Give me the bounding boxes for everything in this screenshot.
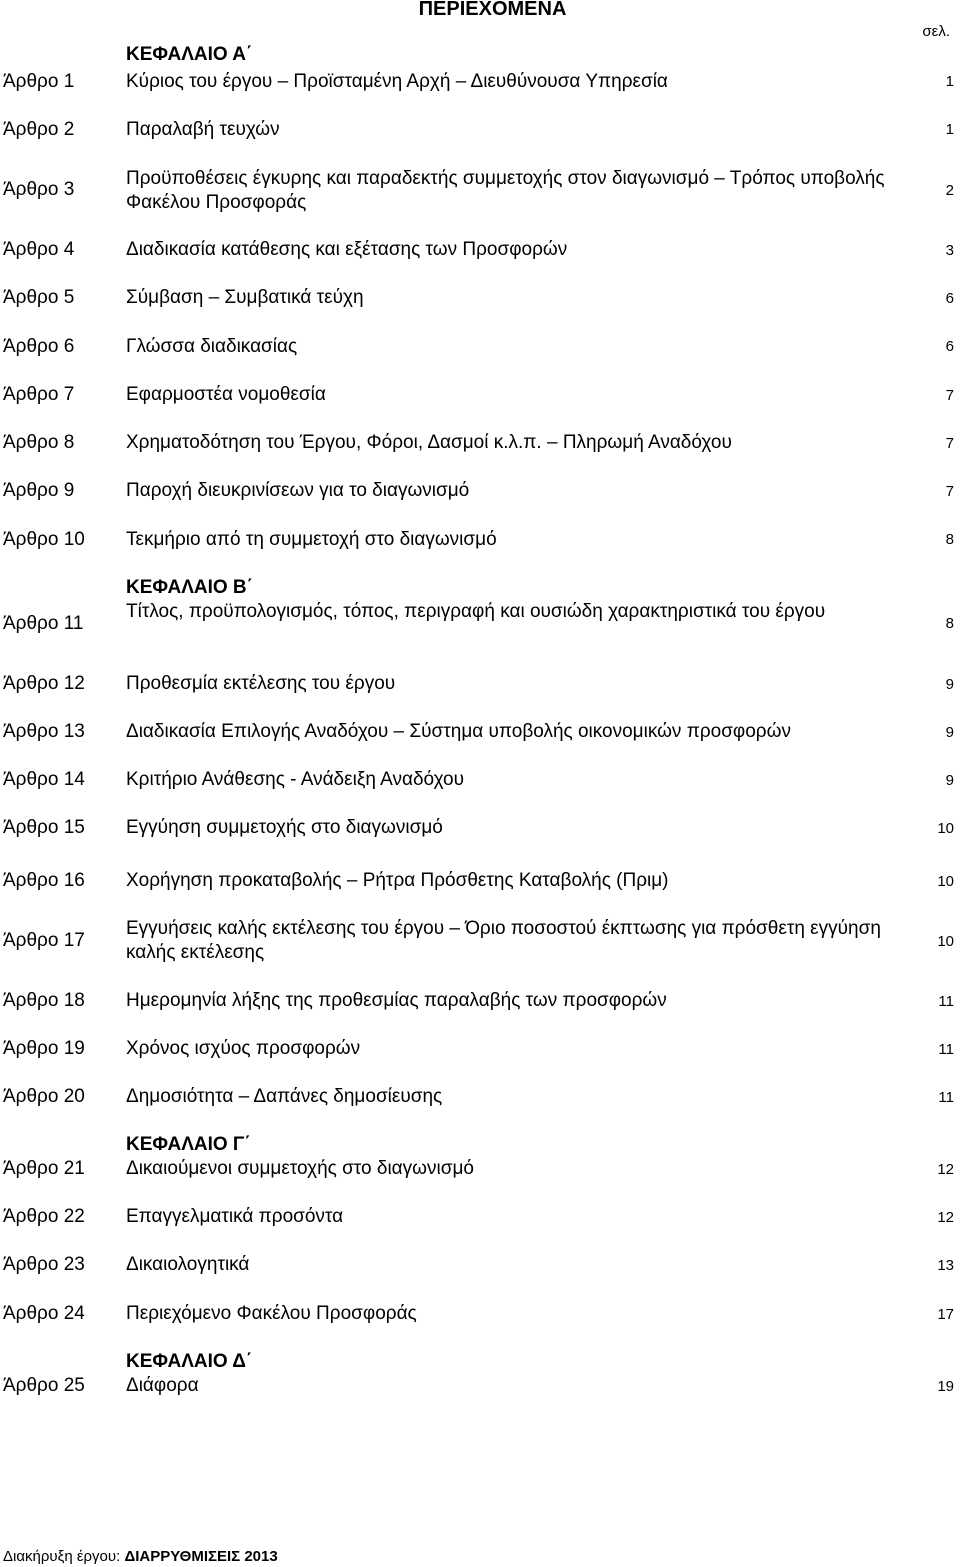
article-title: Τεκμήριο από τη συμμετοχή στο διαγωνισμό: [126, 529, 497, 550]
page-number: 19: [937, 1378, 954, 1395]
page-number: 10: [937, 873, 954, 890]
article-number: Άρθρο 5: [3, 287, 75, 308]
article-number: Άρθρο 3: [3, 179, 75, 200]
article-title: Χρηματοδότηση του Έργου, Φόροι, Δασμοί κ.λ.π. – Πληρωμή Αναδόχου: [126, 432, 732, 453]
page-number: 3: [945, 242, 954, 259]
page-number: 8: [945, 615, 954, 632]
article-title: Παροχή διευκρινίσεων για το διαγωνισμό: [126, 480, 470, 501]
article-number: Άρθρο 24: [3, 1303, 85, 1324]
page-number: 7: [945, 387, 954, 404]
article-number: Άρθρο 11: [3, 613, 84, 634]
article-number: Άρθρο 19: [3, 1038, 85, 1059]
chapter-heading: ΚΕΦΑΛΑΙΟ Δ΄: [126, 1351, 253, 1372]
chapter-heading: ΚΕΦΑΛΑΙΟ Α΄: [126, 44, 253, 65]
page-number: 11: [938, 993, 954, 1010]
page-number: 17: [937, 1306, 954, 1323]
chapter-heading: ΚΕΦΑΛΑΙΟ Γ΄: [126, 1134, 251, 1155]
page-number: 11: [938, 1041, 954, 1058]
article-number: Άρθρο 23: [3, 1254, 85, 1275]
article-number: Άρθρο 25: [3, 1375, 85, 1396]
article-number: Άρθρο 12: [3, 673, 85, 694]
article-title: Δημοσιότητα – Δαπάνες δημοσίευσης: [126, 1086, 443, 1107]
article-title: Τίτλος, προϋπολογισμός, τόπος, περιγραφή και ουσιώδη χαρακτηριστικά του έργου: [126, 601, 826, 622]
footer-project-name: ΔΙΑΡΡΥΘΜΙΣΕΙΣ 2013: [124, 1548, 278, 1565]
article-title: Χρόνος ισχύος προσφορών: [126, 1038, 361, 1059]
article-title: Εγγυήσεις καλής εκτέλεσης του έργου – Όριο ποσοστού έκπτωσης για πρόσθετη εγγύηση καλής εκτέλεσης: [126, 918, 881, 963]
page-number: 6: [945, 290, 954, 307]
article-title: Κύριος του έργου – Προϊσταμένη Αρχή – Διευθύνουσα Υπηρεσία: [126, 71, 668, 92]
page-number: 1: [945, 121, 954, 138]
article-number: Άρθρο 14: [3, 769, 85, 790]
article-number: Άρθρο 16: [3, 870, 85, 891]
article-number: Άρθρο 17: [3, 930, 85, 951]
article-title: Δικαιούμενοι συμμετοχής στο διαγωνισμό: [126, 1158, 474, 1179]
footer-label: Διακήρυξη έργου:: [3, 1548, 121, 1565]
page-number: 11: [938, 1089, 954, 1106]
article-title: Σύμβαση – Συμβατικά τεύχη: [126, 287, 364, 308]
article-title: Ημερομηνία λήξης της προθεσμίας παραλαβής των προσφορών: [126, 990, 667, 1011]
article-number: Άρθρο 8: [3, 432, 75, 453]
page-number: 2: [945, 182, 954, 199]
article-number: Άρθρο 7: [3, 384, 75, 405]
page-title: ΠΕΡΙΕΧΟΜΕΝΑ: [418, 0, 567, 20]
page-number: 1: [945, 73, 954, 90]
article-number: Άρθρο 18: [3, 990, 85, 1011]
article-number: Άρθρο 22: [3, 1206, 85, 1227]
page-number: 8: [945, 531, 954, 548]
article-number: Άρθρο 13: [3, 721, 85, 742]
article-title: Διαδικασία Επιλογής Αναδόχου – Σύστημα υποβολής οικονομικών προσφορών: [126, 721, 791, 742]
page-footer: [3, 1547, 278, 1567]
article-number: Άρθρο 15: [3, 817, 85, 838]
article-title: Διάφορα: [126, 1375, 199, 1396]
page-number: 6: [945, 338, 954, 355]
article-number: Άρθρο 2: [3, 119, 75, 140]
article-number: Άρθρο 20: [3, 1086, 85, 1107]
page-number: 12: [937, 1209, 954, 1226]
article-title: Χορήγηση προκαταβολής – Ρήτρα Πρόσθετης Καταβολής (Πριμ): [126, 870, 669, 891]
page-number: 10: [937, 820, 954, 837]
article-title: Εγγύηση συμμετοχής στο διαγωνισμό: [126, 817, 443, 838]
article-title: Εφαρμοστέα νομοθεσία: [126, 384, 326, 405]
article-title: Γλώσσα διαδικασίας: [126, 336, 298, 357]
page-number: 10: [937, 933, 954, 950]
article-number: Άρθρο 4: [3, 239, 75, 260]
article-number: Άρθρο 10: [3, 529, 85, 550]
page-number: 7: [945, 435, 954, 452]
article-title: Επαγγελματικά προσόντα: [126, 1206, 344, 1227]
page-number: 9: [945, 772, 954, 789]
page-column-label: σελ.: [922, 23, 950, 40]
article-number: Άρθρο 9: [3, 480, 75, 501]
article-title: Περιεχόμενο Φακέλου Προσφοράς: [126, 1303, 417, 1324]
article-title: Προϋποθέσεις έγκυρης και παραδεκτής συμμετοχής στον διαγωνισμό – Τρόπος υποβολής Φακέλου Προσφοράς: [126, 168, 885, 213]
article-number: Άρθρο 21: [3, 1158, 85, 1179]
article-title: Παραλαβή τευχών: [126, 119, 280, 140]
page-number: 9: [945, 724, 954, 741]
article-title: Διαδικασία κατάθεσης και εξέτασης των Προσφορών: [126, 239, 568, 260]
article-number: Άρθρο 6: [3, 336, 75, 357]
page-number: 12: [937, 1161, 954, 1178]
article-title: Κριτήριο Ανάθεσης - Ανάδειξη Αναδόχου: [126, 769, 464, 790]
article-number: Άρθρο 1: [3, 71, 75, 92]
page-number: 13: [937, 1257, 954, 1274]
article-title: Δικαιολογητικά: [126, 1254, 250, 1275]
page-number: 7: [945, 483, 954, 500]
page-number: 9: [945, 676, 954, 693]
article-title: Προθεσμία εκτέλεσης του έργου: [126, 673, 396, 694]
chapter-heading: ΚΕΦΑΛΑΙΟ Β΄: [126, 577, 253, 598]
